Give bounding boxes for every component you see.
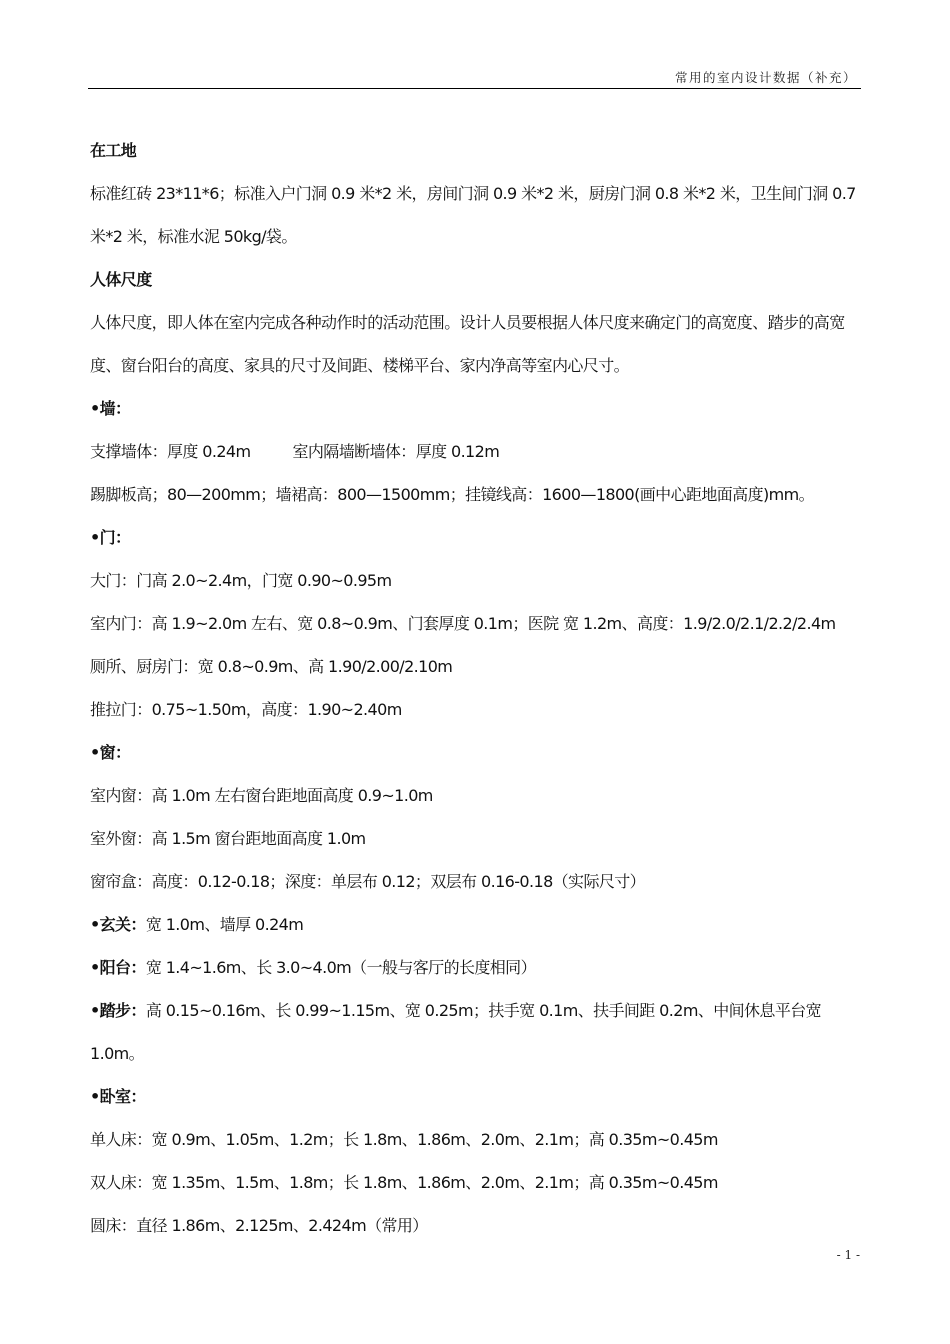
window-line: 室内窗：高 1.0m 左右窗台距地面高度 0.9~1.0m bbox=[90, 786, 433, 805]
door-line: 大门：门高 2.0~2.4m，门宽 0.90~0.95m bbox=[90, 571, 392, 590]
entry-text: 宽 1.0m、墙厚 0.24m bbox=[145, 915, 304, 934]
balcony-label: •阳台： bbox=[90, 958, 146, 977]
page-header bbox=[88, 66, 861, 89]
bedroom-line: 圆床：直径 1.86m、2.125m、2.424m（常用） bbox=[90, 1216, 428, 1235]
bedroom-line: 双人床：宽 1.35m、1.5m、1.8m；长 1.8m、1.86m、2.0m、2.1m；高 0.35m~0.45m bbox=[90, 1173, 718, 1192]
section-heading-body-scale: 人体尺度 bbox=[90, 270, 152, 289]
site-paragraph: 标准红砖 23*11*6；标准入户门洞 0.9 米*2 米，房间门洞 0.9 米*2 米，厨房门洞 0.8 米*2 米，卫生间门洞 0.7 米*2 米，标准水泥 50kg/袋。 bbox=[90, 184, 856, 246]
entry-line bbox=[90, 903, 865, 946]
steps-text: 高 0.15~0.16m、长 0.99~1.15m、宽 0.25m；扶手宽 0.1m、扶手间距 0.2m、中间休息平台宽 1.0m。 bbox=[90, 1001, 822, 1063]
balcony-text: 宽 1.4~1.6m、长 3.0~4.0m（一般与客厅的长度相同） bbox=[145, 958, 536, 977]
section-heading-bedroom: •卧室： bbox=[90, 1087, 146, 1106]
body-scale-paragraph: 人体尺度，即人体在室内完成各种动作时的活动范围。设计人员要根据人体尺度来确定门的高宽度、踏步的高宽度、窗台阳台的高度、家具的尺寸及间距、楼梯平台、家内净高等室内心尺寸。 bbox=[90, 313, 845, 375]
bedroom-line: 单人床：宽 0.9m、1.05m、1.2m；长 1.8m、1.86m、2.0m、2.1m；高 0.35m~0.45m bbox=[90, 1130, 718, 1149]
door-line: 室内门：高 1.9~2.0m 左右、宽 0.8~0.9m、门套厚度 0.1m；医院 宽 1.2m、高度：1.9/2.0/2.1/2.2/2.4m bbox=[90, 614, 836, 633]
wall-heights-line: 踢脚板高；80—200mm；墙裙高：800—1500mm；挂镜线高：1600—1800(画中心距地面高度)mm。 bbox=[90, 485, 814, 504]
section-heading-door: •门： bbox=[90, 528, 131, 547]
window-line: 窗帘盒：高度：0.12-0.18；深度：单层布 0.12；双层布 0.16-0.18（实际尺寸） bbox=[90, 872, 646, 891]
wall-thickness-line bbox=[90, 430, 865, 473]
wall-load-bearing-text: 支撑墙体：厚度 0.24m bbox=[90, 442, 251, 461]
page-content bbox=[90, 129, 865, 1247]
door-line: 推拉门：0.75~1.50m，高度：1.90~2.40m bbox=[90, 700, 402, 719]
window-line: 室外窗：高 1.5m 窗台距地面高度 1.0m bbox=[90, 829, 366, 848]
section-heading-site: 在工地 bbox=[90, 141, 137, 160]
door-line: 厕所、厨房门：宽 0.8~0.9m、高 1.90/2.00/2.10m bbox=[90, 657, 453, 676]
wall-partition-text: 室内隔墙断墙体：厚度 0.12m bbox=[292, 442, 500, 461]
section-heading-window: •窗： bbox=[90, 743, 131, 762]
section-heading-wall: •墙： bbox=[90, 399, 131, 418]
header-title: 常用的室内设计数据（补充） bbox=[674, 70, 857, 85]
page-number: - 1 - bbox=[836, 1248, 860, 1262]
steps-paragraph bbox=[90, 989, 865, 1075]
steps-label: •踏步： bbox=[90, 1001, 146, 1020]
entry-label: •玄关： bbox=[90, 915, 146, 934]
balcony-line bbox=[90, 946, 865, 989]
